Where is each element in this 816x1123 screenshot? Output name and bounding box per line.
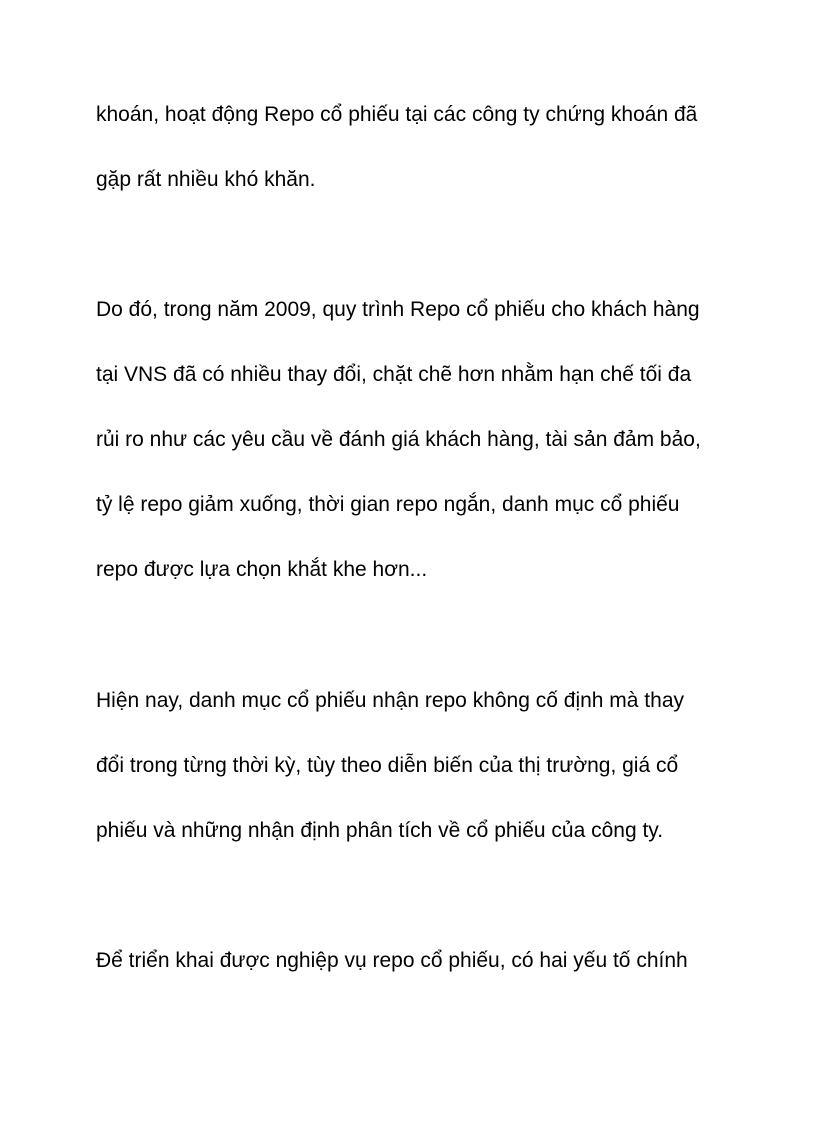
paragraph-1-line-1: khoán, hoạt động Repo cổ phiếu tại các công ty chứng khoán đã xyxy=(96,103,698,126)
paragraph-2-line-1: Do đó, trong năm 2009, quy trình Repo cổ phiếu cho khách hàng xyxy=(96,298,700,321)
paragraph-3-line-2: đổi trong từng thời kỳ, tùy theo diễn biến của thị trường, giá cổ xyxy=(96,754,679,777)
paragraph-2-line-4: tỷ lệ repo giảm xuống, thời gian repo ngắn, danh mục cổ phiếu xyxy=(96,493,680,516)
paragraph-2-line-2: tại VNS đã có nhiều thay đổi, chặt chẽ hơn nhằm hạn chế tối đa xyxy=(96,363,692,386)
paragraph-1-line-2: gặp rất nhiều khó khăn. xyxy=(96,168,316,191)
paragraph-2-line-3: rủi ro như các yêu cầu về đánh giá khách hàng, tài sản đảm bảo, xyxy=(96,428,701,451)
paragraph-4-line-1: Để triển khai được nghiệp vụ repo cổ phiếu, có hai yếu tố chính xyxy=(96,949,688,972)
paragraph-2-line-5: repo được lựa chọn khắt khe hơn... xyxy=(96,558,428,581)
paragraph-3-line-1: Hiện nay, danh mục cổ phiếu nhận repo không cố định mà thay xyxy=(96,689,684,712)
paragraph-3-line-3: phiếu và những nhận định phân tích về cổ phiếu của công ty. xyxy=(96,819,664,842)
